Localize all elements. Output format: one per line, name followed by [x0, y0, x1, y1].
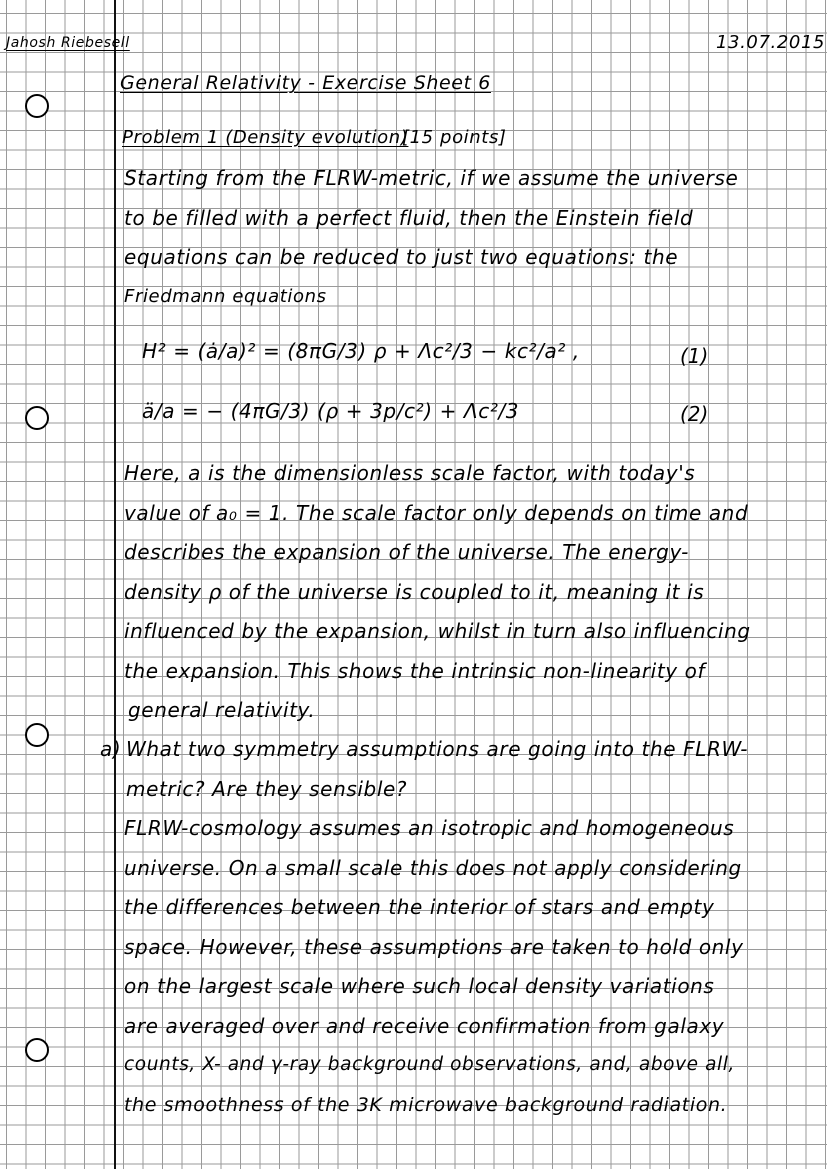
answer-line: universe. On a small scale this does not apply considering [124, 856, 742, 880]
date: 13.07.2015 [716, 32, 826, 53]
equation-1-number: (1) [680, 344, 709, 368]
body-line: density ρ of the universe is coupled to it, meaning it is [124, 580, 705, 604]
equation-2: ä/a = − (4πG/3) (ρ + 3p/c²) + Λc²/3 [142, 399, 520, 423]
margin-line [114, 0, 116, 1169]
answer-line: the differences between the interior of stars and empty [124, 895, 715, 919]
question-a-line: What two symmetry assumptions are going into the FLRW- [126, 737, 749, 761]
author-name: Jahosh Riebesell [6, 35, 130, 51]
intro-line: to be filled with a perfect fluid, then the Einstein field [124, 206, 694, 230]
answer-line: are averaged over and receive confirmation from galaxy [124, 1014, 725, 1038]
punch-hole [25, 406, 49, 430]
answer-line: counts, X- and γ-ray background observations, and, above all, [124, 1054, 735, 1075]
question-a-label: a) [100, 737, 122, 761]
equation-2-number: (2) [680, 402, 709, 426]
intro-line: Starting from the FLRW-metric, if we assume the universe [124, 166, 739, 190]
punch-hole [25, 723, 49, 747]
answer-line: on the largest scale where such local density variations [124, 974, 715, 998]
equation-1: H² = (ȧ/a)² = (8πG/3) ρ + Λc²/3 − kc²/a² , [142, 339, 580, 363]
punch-hole [25, 1038, 49, 1062]
body-line: value of a₀ = 1. The scale factor only depends on time and [124, 501, 749, 525]
body-line: general relativity. [128, 698, 316, 722]
body-line: Here, a is the dimensionless scale factor, with today's [124, 461, 696, 485]
answer-line: FLRW-cosmology assumes an isotropic and homogeneous [124, 816, 735, 840]
punch-hole [25, 94, 49, 118]
body-line: influenced by the expansion, whilst in turn also influencing [124, 619, 751, 643]
answer-line: space. However, these assumptions are taken to hold only [124, 935, 744, 959]
body-line: describes the expansion of the universe. The energy- [124, 540, 689, 564]
problem-heading: Problem 1 (Density evolution) [122, 127, 409, 148]
body-line: the expansion. This shows the intrinsic non-linearity of [124, 659, 706, 683]
question-a-line: metric? Are they sensible? [126, 777, 408, 801]
intro-line: Friedmann equations [124, 286, 327, 307]
answer-line: the smoothness of the 3K microwave background radiation. [124, 1094, 728, 1116]
intro-line: equations can be reduced to just two equations: the [124, 245, 679, 269]
problem-points: [15 points] [402, 127, 507, 148]
sheet-title: General Relativity - Exercise Sheet 6 [120, 72, 491, 94]
